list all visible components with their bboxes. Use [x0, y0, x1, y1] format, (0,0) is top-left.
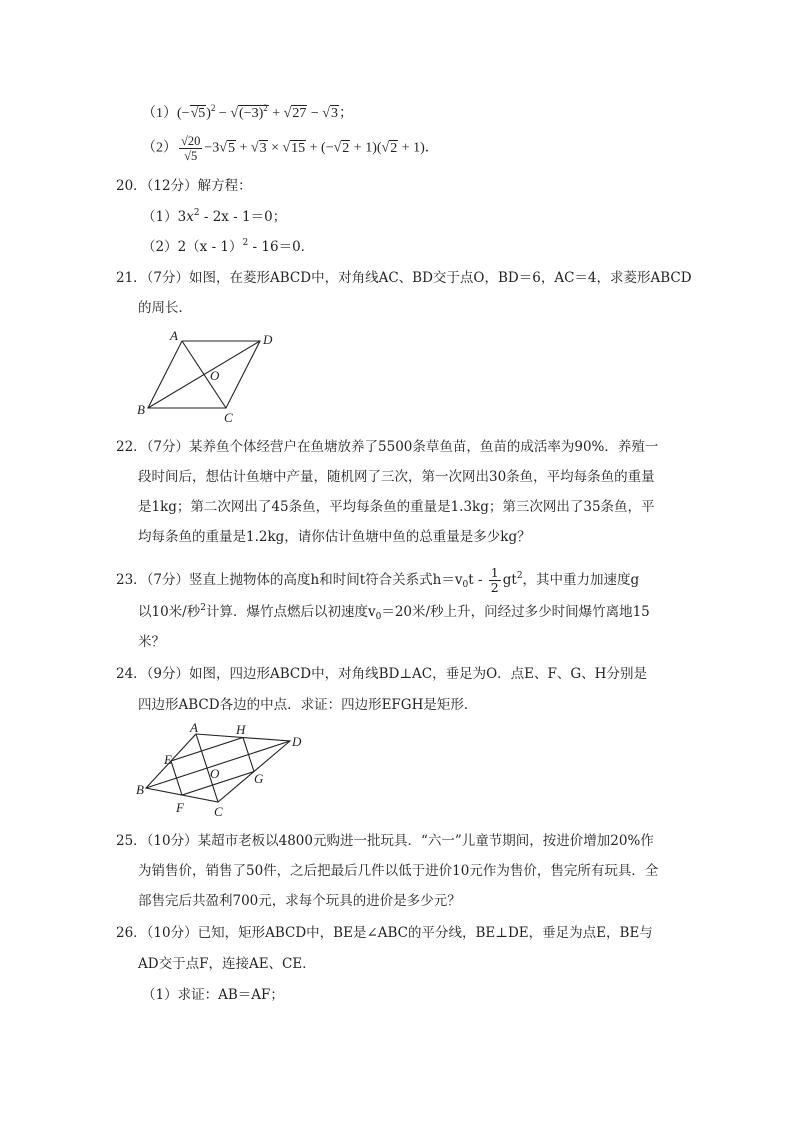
- q20-part1-eq: - 2x - 1＝0；: [199, 209, 287, 225]
- q24-label-f: F: [176, 800, 184, 815]
- q19-part2-label: （2）: [142, 140, 177, 156]
- q24-label-a: A: [190, 720, 198, 735]
- q24-label-h: H: [236, 722, 246, 737]
- q19-part1-end: ；: [338, 106, 353, 121]
- q23-line1-b: t -: [468, 572, 487, 588]
- q21-label-o: O: [210, 368, 220, 383]
- q24-line1: 24．（9分）如图，四边形ABCD中，对角线BD⊥AC，垂足为O．点E、F、G、H分别是: [116, 666, 647, 682]
- q25-line3: 部售完后共盈利700元，求每个玩具的进价是多少元？: [138, 893, 461, 909]
- q24-line2: 四边形ABCD各边的中点．求证：四边形EFGH是矩形．: [138, 697, 478, 713]
- q19-part2: （2） $\frac{√20}{√5}$ −3√5 + √3 × √15 + (−√2 + 1)(√2 + 1)．: [142, 134, 439, 163]
- q20-part1-label: （1）: [142, 209, 178, 225]
- q23-line1-d: ，其中重力加速度g: [522, 572, 640, 588]
- q24-quadrilateral-diagram: [132, 720, 312, 820]
- q19-part1: $(1)(-√5)^2 - √(-3)^2 + √27 - √3$；: [142, 103, 353, 121]
- q21-rhombus-diagram: [130, 326, 290, 426]
- q21-label-c: C: [224, 410, 233, 425]
- q24-label-o: O: [210, 766, 220, 781]
- q23-line2-b: 计算．爆竹点燃后以初速度v: [205, 604, 376, 620]
- q19-part2-end: ．: [424, 140, 439, 156]
- q20-part1: $(1)3x^2 - 2x - 1=0$；: [142, 208, 287, 225]
- q20-part2: （2）2（x - 1）$^2$ - 16＝0．: [142, 238, 315, 255]
- q20-heading: 20．（12分）解方程：: [116, 178, 252, 194]
- q26-line2: AD交于点F，连接AE、CE．: [138, 956, 316, 972]
- q22-line4: 均每条鱼的重量是1.2kg，请你估计鱼塘中鱼的总重量是多少kg？: [138, 529, 531, 545]
- q24-label-d: D: [292, 734, 302, 749]
- q25-line2: 为销售价，销售了50件，之后把最后几件以低于进价10元作为售价，售完所有玩具．全: [138, 863, 659, 879]
- q21-label-d: D: [263, 332, 273, 347]
- q21-line1: 21．（7分）如图，在菱形ABCD中，对角线AC、BD交于点O，BD＝6，AC＝4，求菱形ABCD: [116, 270, 692, 286]
- q22-line3: 是1kg；第二次网出了45条鱼，平均每条鱼的重量是1.3kg；第三次网出了35条鱼，平: [138, 499, 655, 515]
- q26-line3: （1）求证：AB＝AF；: [142, 987, 284, 1003]
- q23-line2-a: 以10米/秒: [138, 604, 201, 620]
- q24-label-g: G: [254, 771, 264, 786]
- q23-line1-a: 23．（7分）竖直上抛物体的高度h和时间t符合关系式h＝v: [116, 572, 463, 588]
- q19-part1-label: （1）: [142, 106, 177, 121]
- q23-line2-c: ＝20米/秒上升，问经过多少时间爆竹离地15: [381, 604, 650, 620]
- q23-line2: 以10米/秒$^2$计算．爆竹点燃后以初速度$v_0=20$米/秒上升，问经过多少时间爆竹离地15: [138, 603, 650, 622]
- q24-label-b: B: [136, 782, 144, 797]
- q24-label-e: E: [164, 752, 172, 767]
- q21-label-a: A: [170, 328, 178, 343]
- q25-line1: 25．（10分）某超市老板以4800元购进一批玩具．“六一”儿童节期间，按进价增加20%作: [116, 833, 654, 849]
- q22-line1: 22．（7分）某养鱼个体经营户在鱼塘放养了5500条草鱼苗，鱼苗的成活率为90%．养殖一: [116, 439, 659, 455]
- q24-label-c: C: [214, 804, 223, 819]
- q23-line1: 23．（7分）竖直上抛物体的高度h和时间t符合关系式$h=v_0t$ - $\frac{1}{2}$ $gt^2$，其中重力加速度g: [116, 565, 640, 595]
- q26-line1: 26．（10分）已知，矩形ABCD中，BE是∠ABC的平分线，BE⊥DE，垂足为点E，BE与: [116, 925, 653, 941]
- q21-label-b: B: [137, 402, 145, 417]
- q22-line2: 段时间后，想估计鱼塘中产量，随机网了三次，第一次网出30条鱼，平均每条鱼的重量: [138, 469, 655, 485]
- q23-line1-c: gt: [502, 572, 517, 588]
- q20-part2-rest: - 16＝0．: [248, 239, 315, 255]
- q20-part2-eq: （2）2（x - 1）: [142, 239, 243, 255]
- q23-line3: 米？: [138, 634, 165, 650]
- q21-line2: 的周长．: [138, 300, 192, 316]
